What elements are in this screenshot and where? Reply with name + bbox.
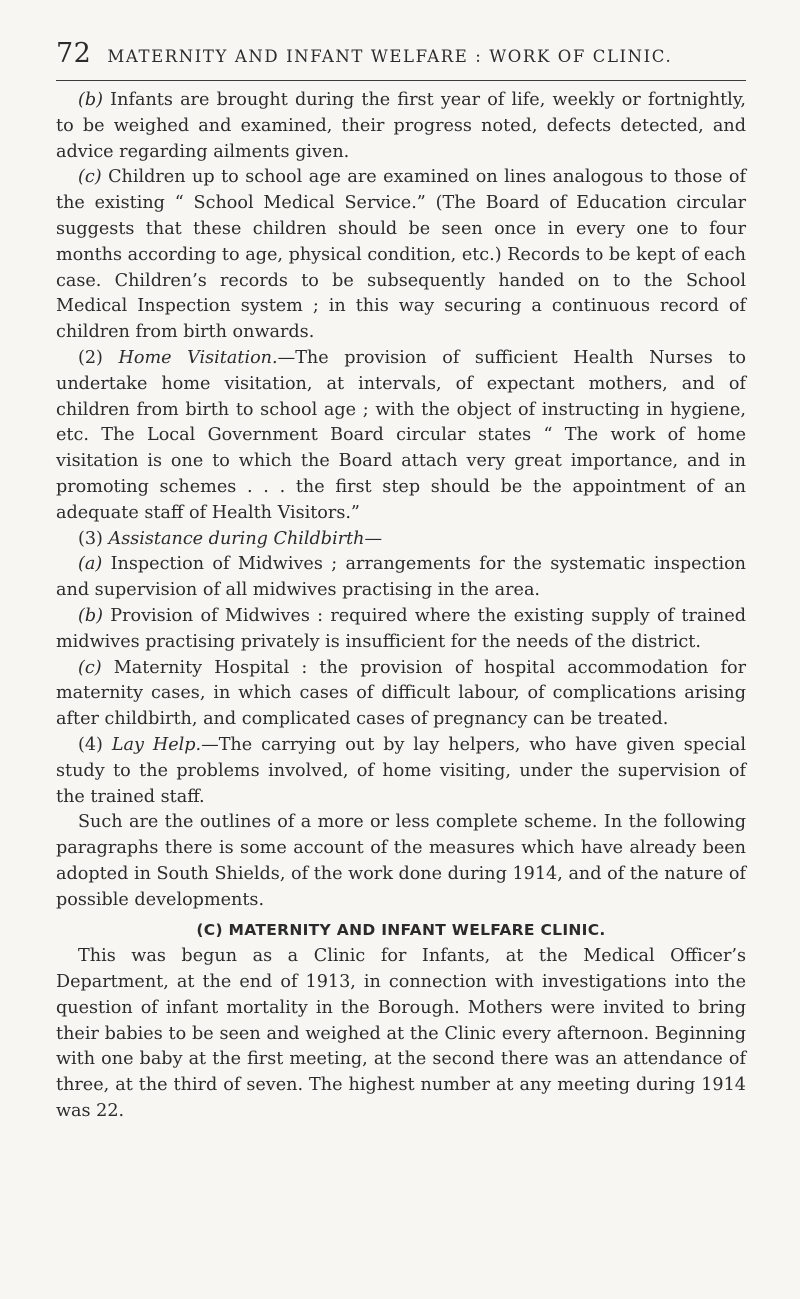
paragraph-clinic: This was begun as a Clinic for Infants, at the Medical Officer’s Department, at the end of 1913, in connection with investigations into the question of infant mortality in the Borough. Mothers were invited to bring their babies to be seen and weighed at the Clinic every afternoon. Beginning with one baby at the first meeting, at the second there was an attendance of three, at the third of seven. The highest number at any meeting during 1914 was 22. <box>56 946 746 1122</box>
paragraph-a-inspection <box>56 552 746 604</box>
paragraph-summary <box>56 810 746 913</box>
para-text: Inspection of Midwives ; arrangements for the systematic inspection and supervision of all midwives practising in the area. <box>56 554 746 601</box>
para-label: (c) <box>78 657 102 678</box>
para-text: Such are the outlines of a more or less complete scheme. In the following paragraphs there is some account of the measures which have already been adopted in South Shields, of the work done during 1914, and of the nature of possible developments. <box>56 812 746 910</box>
para-title: Assistance during Childbirth <box>108 528 365 549</box>
paragraph-c-children <box>56 165 746 346</box>
section-heading: (C) MATERNITY AND INFANT WELFARE CLINIC. <box>196 920 606 939</box>
page-header <box>56 38 746 69</box>
para-text: —The carrying out by lay helpers, who have given special study to the problems involved, of home visiting, under the supervision of the trained staff. <box>56 734 746 807</box>
page-number: 72 <box>56 38 92 69</box>
para-label: (2) <box>78 347 103 368</box>
para-label: (b) <box>78 90 103 110</box>
body-text <box>56 88 746 1125</box>
para-text: Infants are brought during the first year of life, weekly or fortnightly, to be weighed and examined, their progress noted, defects detected, and advice regarding ailments given. <box>56 90 746 162</box>
header-rule <box>56 80 746 81</box>
para-text: Maternity Hospital : the provision of hospital accommodation for maternity cases, in which cases of difficult labour, of complications arising after childbirth, and complicated cases of pregnancy can be treated. <box>56 657 746 730</box>
para-label: (b) <box>78 605 103 626</box>
paragraph-b-provision <box>56 604 746 656</box>
para-label: (a) <box>78 554 103 575</box>
para-label: (4) <box>78 734 103 755</box>
para-text: — <box>364 528 383 549</box>
para-text: —The provision of sufficient Health Nurses to undertake home visitation, at intervals, of expectant mothers, and of children from birth to school age ; with the object of instructing in hygiene, etc. The Local Government Board circular states “ The work of home visitation is one to which the Board attach very great importance, and in promoting schemes . . . the first step should be the appointment of an adequate staff of Health Visitors.” <box>56 347 747 523</box>
paragraph-c-hospital <box>56 656 746 733</box>
paragraph-2-home-visitation <box>56 346 746 527</box>
para-title: Lay Help. <box>111 734 202 755</box>
para-label: (3) <box>78 528 103 549</box>
para-text: Children up to school age are examined on lines analogous to those of the existing “ School Medical Service.” (The Board of Education circular suggests that these children should be seen once in every one to four months according to age, physical condition, etc.) Records to be kept of each case. Children’s records to be subsequently handed on to the School Medical Inspection system ; in this way securing a continuous record of children from birth onwards. <box>56 167 746 343</box>
para-label: (c) <box>78 167 102 188</box>
paragraph-4-lay-help <box>56 733 746 810</box>
para-title: Home Visitation. <box>118 347 278 368</box>
paragraph-b-infants <box>56 88 746 165</box>
paragraph-3-assistance <box>56 527 746 553</box>
para-text: Provision of Midwives : required where the existing supply of trained midwives practising privately is insufficient for the needs of the district. <box>56 605 746 652</box>
running-head: MATERNITY AND INFANT WELFARE : WORK OF CLINIC. <box>107 47 673 66</box>
